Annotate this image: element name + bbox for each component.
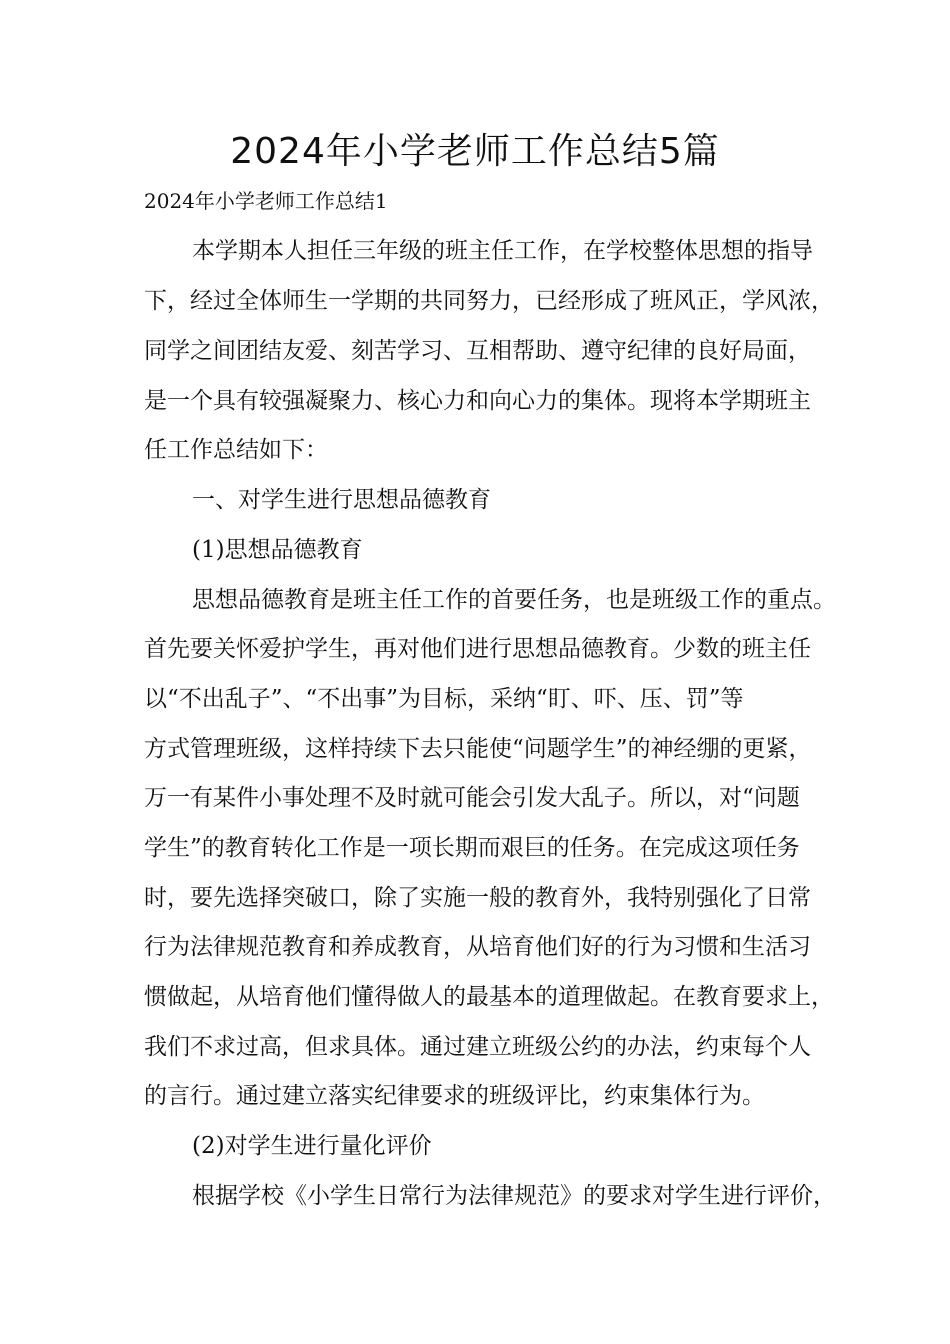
paragraph-line: 同学之间团结友爱、刻苦学习、互相帮助、遵守纪律的良好局面， bbox=[144, 338, 811, 364]
paragraph-line: 根据学校《小学生日常行为法律规范》的要求对学生进行评价， bbox=[192, 1183, 836, 1209]
subsection-heading: (2)对学生进行量化评价 bbox=[192, 1133, 432, 1159]
paragraph-line: 思想品德教育是班主任工作的首要任务，也是班级工作的重点。 bbox=[192, 587, 836, 613]
document-title: 2024年小学老师工作总结5篇 bbox=[230, 131, 720, 172]
paragraph-line: 首先要关怀爱护学生，再对他们进行思想品德教育。少数的班主任 bbox=[144, 636, 811, 662]
paragraph-line: 是一个具有较强凝聚力、核心力和向心力的集体。现将本学期班主 bbox=[144, 388, 811, 414]
paragraph-line: 时，要先选择突破口，除了实施一般的教育外，我特别强化了日常 bbox=[144, 885, 811, 911]
section-heading: 一、对学生进行思想品德教育 bbox=[192, 487, 491, 513]
paragraph-line: 惯做起，从培育他们懂得做人的最基本的道理做起。在教育要求上， bbox=[144, 984, 834, 1010]
paragraph-line: 的言行。通过建立落实纪律要求的班级评比，约束集体行为。 bbox=[144, 1083, 765, 1109]
paragraph-line: 本学期本人担任三年级的班主任工作，在学校整体思想的指导 bbox=[192, 238, 813, 264]
paragraph-line: 下，经过全体师生一学期的共同努力，已经形成了班风正，学风浓， bbox=[144, 288, 834, 314]
paragraph-line: 以“不出乱子”、“不出事”为目标，采纳“盯、吓、压、罚”等 bbox=[144, 686, 744, 712]
paragraph-line: 万一有某件小事处理不及时就可能会引发大乱子。所以，对“问题 bbox=[144, 785, 800, 811]
section-subtitle: 2024年小学老师工作总结1 bbox=[144, 189, 388, 213]
paragraph-line: 我们不求过高，但求具体。通过建立班级公约的办法，约束每个人 bbox=[144, 1034, 811, 1060]
paragraph-line: 任工作总结如下： bbox=[144, 437, 328, 463]
paragraph-line: 行为法律规范教育和养成教育，从培育他们好的行为习惯和生活习 bbox=[144, 934, 811, 960]
paragraph-line: 学生”的教育转化工作是一项长期而艰巨的任务。在完成这项任务 bbox=[144, 835, 800, 861]
paragraph-line: 方式管理班级，这样持续下去只能使“问题学生”的神经绷的更紧， bbox=[144, 736, 812, 762]
subsection-heading: (1)思想品德教育 bbox=[192, 537, 363, 563]
